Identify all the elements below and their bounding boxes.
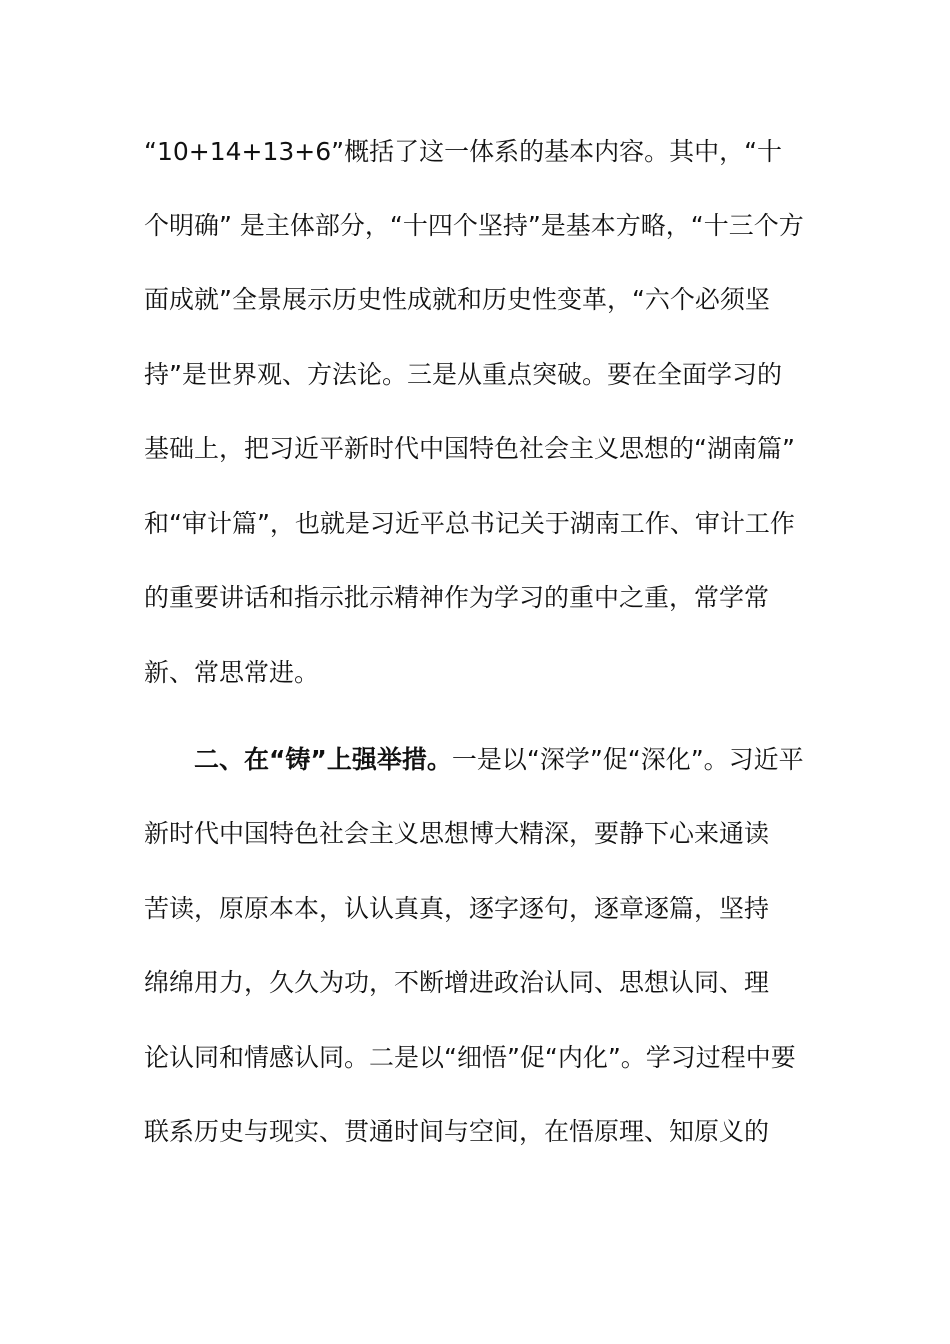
paragraph-2-line-1-text: 一是以“深学”促“深化”。习近平 [451,745,804,774]
paragraph-1-line-6: 和“审计篇”，也就是习近平总书记关于湖南工作、审计工作 [144,509,795,538]
paragraph-2-line-4: 绵绵用力，久久为功，不断增进政治认同、思想认同、理 [144,968,770,997]
paragraph-1-line-3: 面成就”全景展示历史性成就和历史性变革，“六个必须坚 [144,285,770,314]
paragraph-1-line-2: 个明确” 是主体部分，“十四个坚持”是基本方略，“十三个方 [144,211,804,240]
paragraph-2-line-1 [194,745,804,775]
paragraph-2-line-6: 联系历史与现实、贯通时间与空间，在悟原理、知原义的 [144,1117,770,1146]
paragraph-1-line-7: 的重要讲话和指示批示精神作为学习的重中之重，常学常 [144,583,770,612]
paragraph-2-line-3: 苦读，原原本本，认认真真，逐字逐句，逐章逐篇，坚持 [144,894,770,923]
paragraph-1-line-4: 持”是世界观、方法论。三是从重点突破。要在全面学习的 [144,360,782,389]
paragraph-1-line-5: 基础上，把习近平新时代中国特色社会主义思想的“湖南篇” [144,434,795,463]
paragraph-2-line-5: 论认同和情感认同。二是以“细悟”促“内化”。学习过程中要 [144,1043,796,1072]
section-heading: 二、在“铸”上强举措。 [194,745,452,774]
paragraph-1-line-1: “10+14+13+6”概括了这一体系的基本内容。其中，“十 [144,137,783,166]
paragraph-1-line-8: 新、常思常进。 [144,658,320,687]
paragraph-2-line-2: 新时代中国特色社会主义思想博大精深，要静下心来通读 [144,819,770,848]
